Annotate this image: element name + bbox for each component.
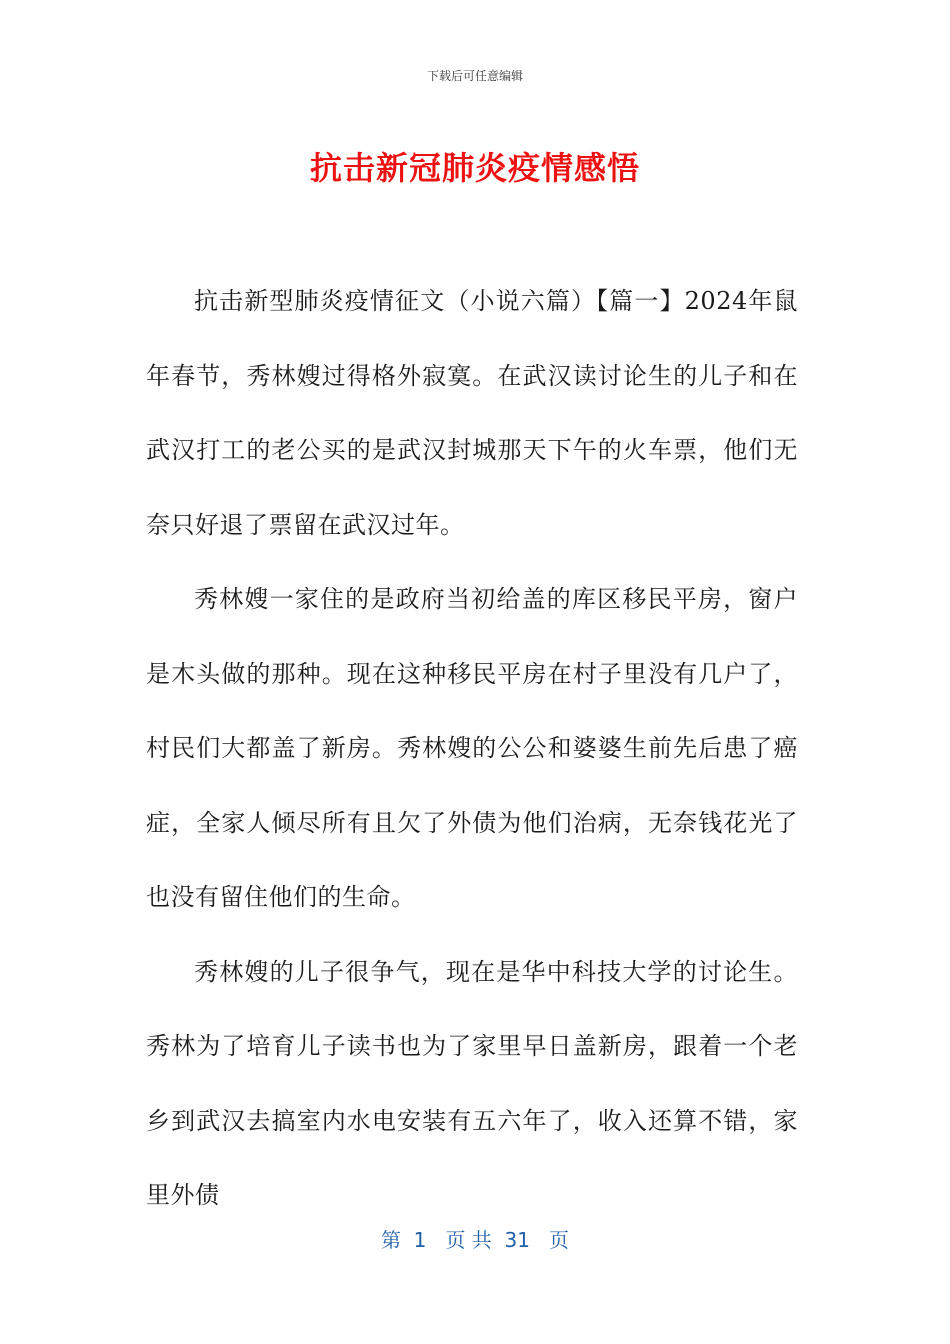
page-number-footer: 第 1 页 共 31 页 — [380, 1228, 570, 1252]
paragraph-2: 秀林嫂一家住的是政府当初给盖的库区移民平房，窗户是木头做的那种。现在这种移民平房在村子里没有几户了，村民们大都盖了新房。秀林嫂的公公和婆婆生前先后患了癌症，全家人倾尽所有且欠了外债为他们治病，无奈钱花光了也没有留住他们的生命。 — [146, 585, 798, 911]
paragraph-3: 秀林嫂的儿子很争气，现在是华中科技大学的讨论生。秀林为了培育儿子读书也为了家里早日盖新房，跟着一个老乡到武汉去搞室内水电安装有五六年了，收入还算不错，家里外债 — [146, 957, 798, 1209]
document-body — [146, 264, 798, 1233]
paragraph-1: 抗击新型肺炎疫情征文（小说六篇）【篇一】2024年鼠年春节，秀林嫂过得格外寂寞。在武汉读讨论生的儿子和在武汉打工的老公买的是武汉封城那天下午的火车票，他们无奈只好退了票留在武汉过年。 — [146, 287, 798, 539]
header-note: 下载后可任意编辑 — [426, 69, 523, 83]
document-title: 抗击新冠肺炎疫情感悟 — [309, 149, 640, 187]
